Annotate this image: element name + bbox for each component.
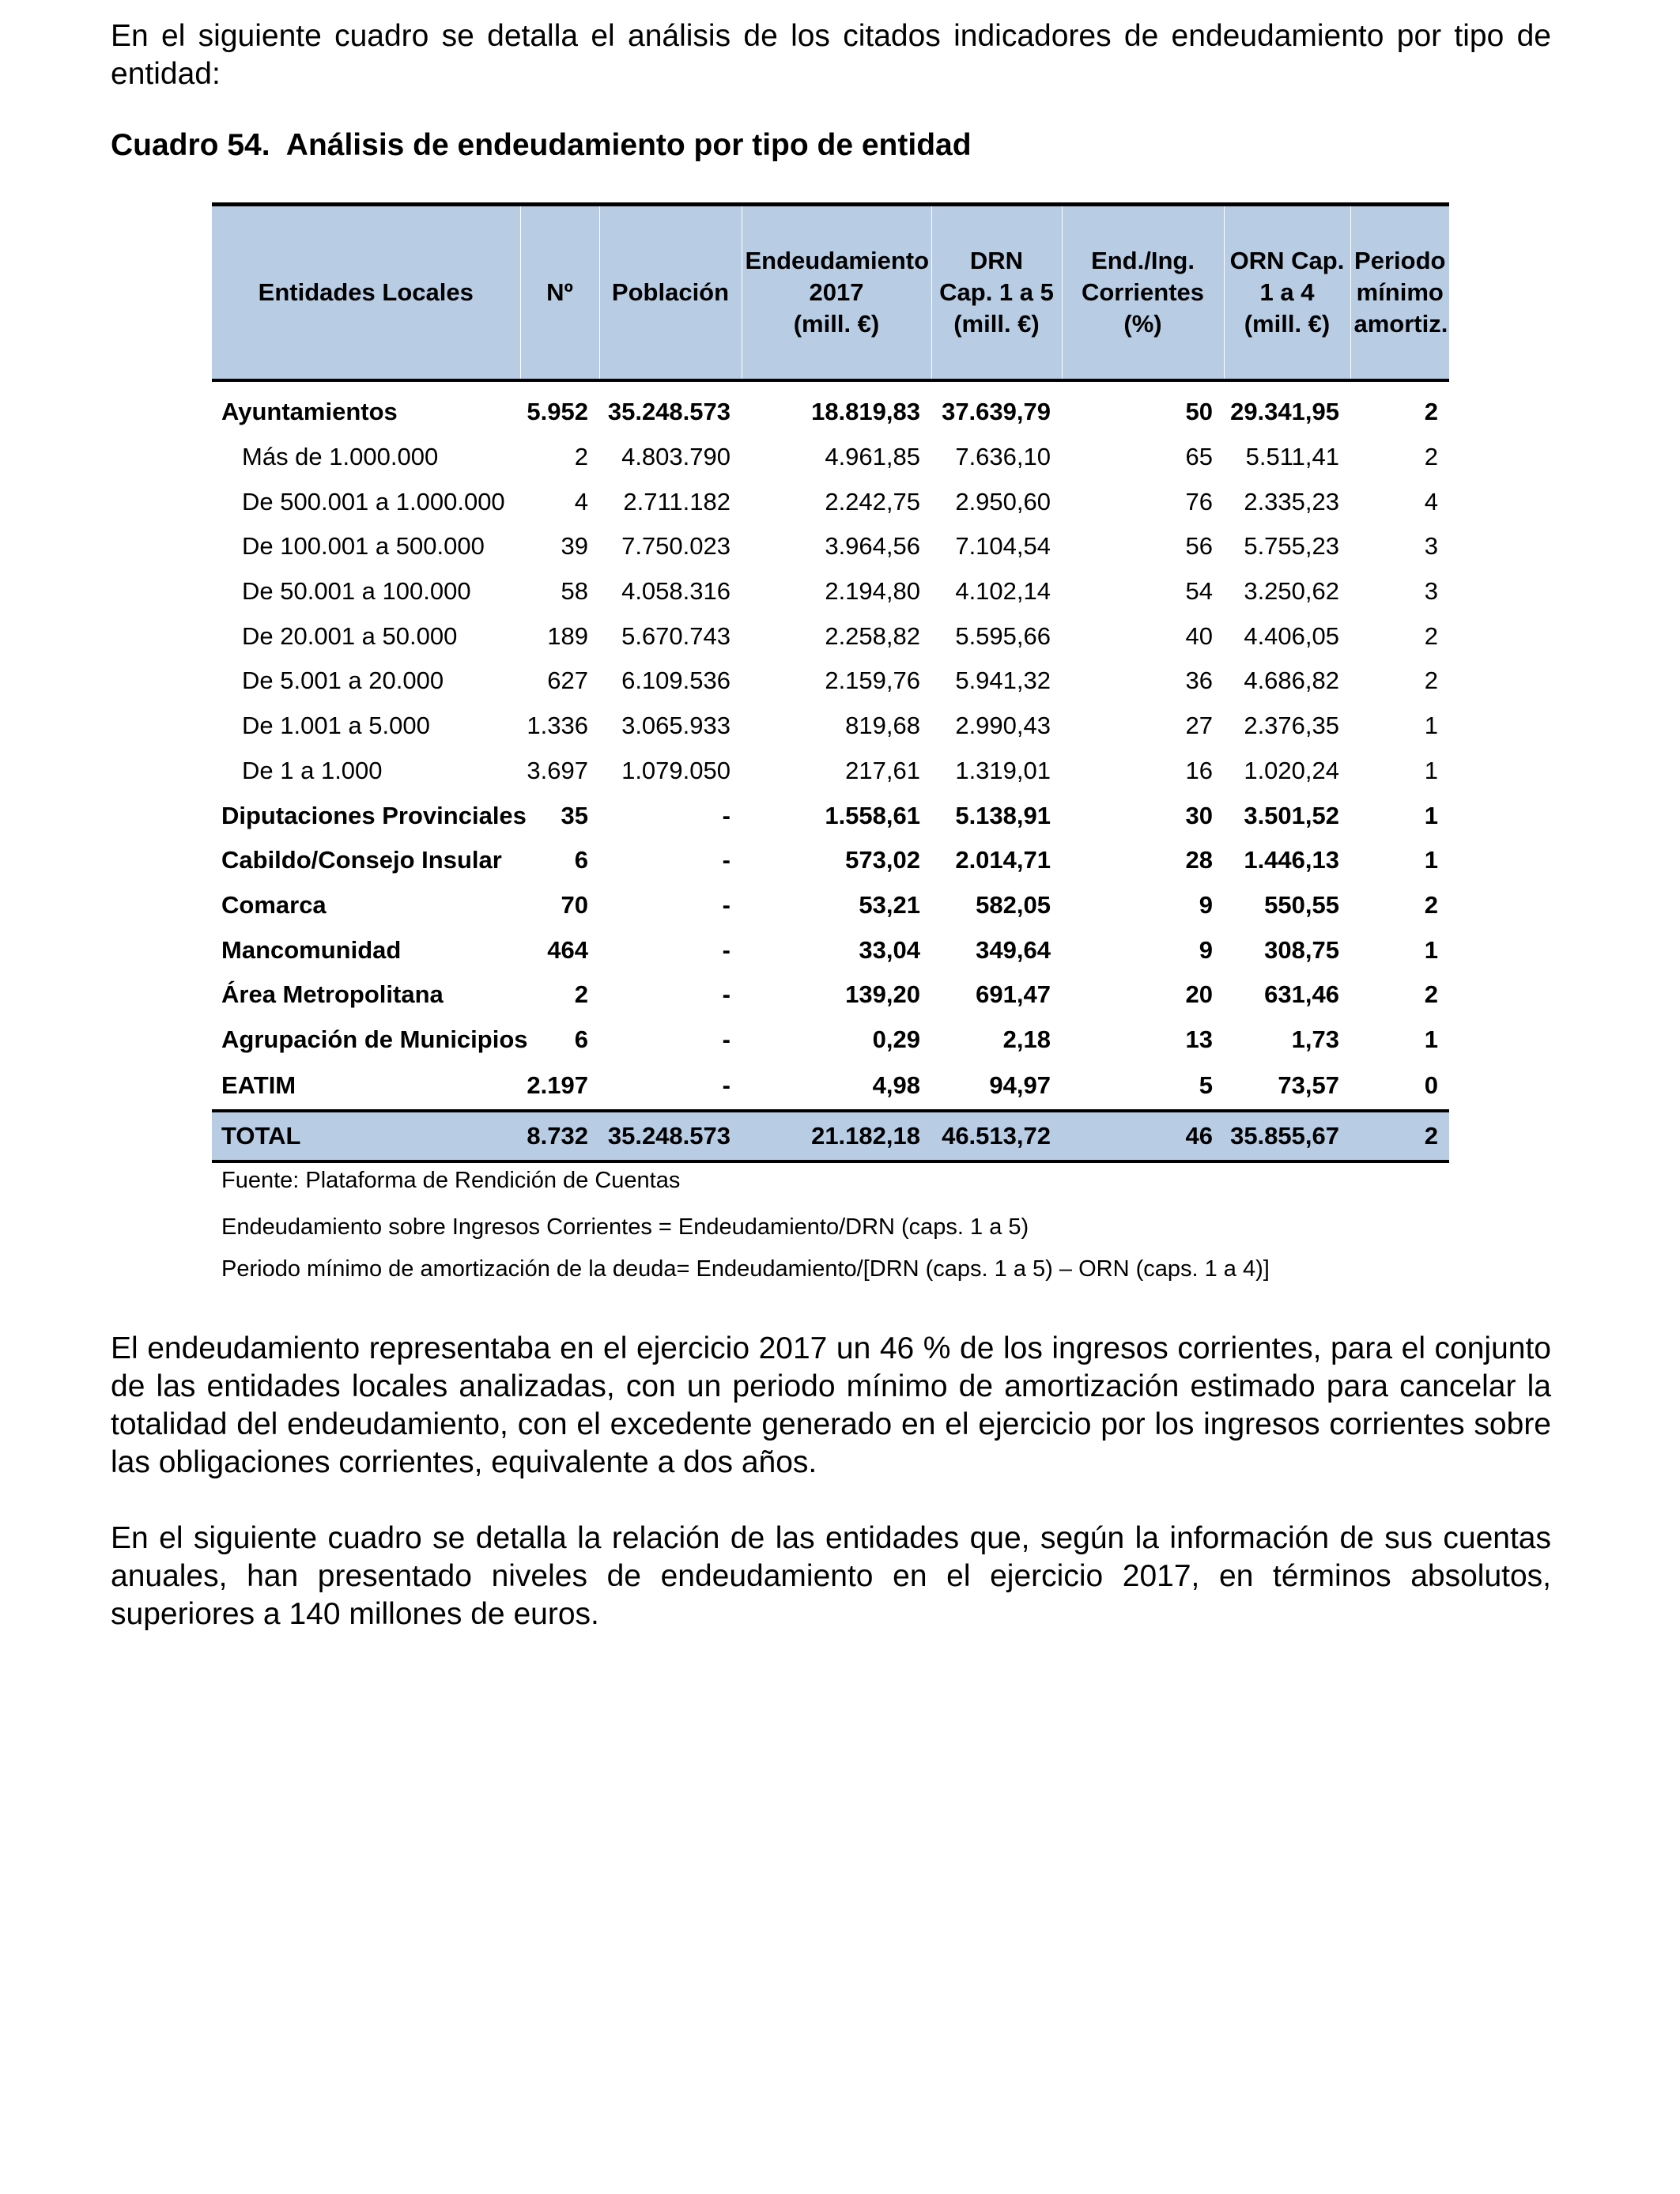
- row-value-cell: -: [722, 801, 731, 829]
- row-value-cell: 2: [1424, 980, 1438, 1009]
- total-row: [212, 1111, 1449, 1161]
- row-value-cell: 1.558,61: [825, 801, 920, 829]
- row-value-cell: 4.102,14: [955, 577, 1051, 606]
- row-value-cell: -: [722, 890, 731, 919]
- row-value-cell: 1: [1424, 712, 1438, 740]
- table-row: [212, 569, 1449, 614]
- header-drn: DRN Cap. 1 a 5 (mill. €): [931, 205, 1062, 381]
- table-row: [212, 838, 1449, 883]
- row-value-cell: 5.670.743: [621, 621, 731, 650]
- row-label-cell: Diputaciones Provinciales: [221, 801, 527, 829]
- row-label-cell: EATIM: [221, 1071, 296, 1100]
- table-row: [212, 1018, 1449, 1063]
- body-paragraph-1: El endeudamiento representaba en el ejercicio 2017 un 46 % de los ingresos corrientes, para el conjunto de las entidades locales analizadas, con un periodo mínimo de amortización estimado para cancelar la totalidad del endeudamiento, con el excedente generado en el ejercicio por los ingresos corrientes sobre las obligaciones corrientes, equivalente a dos años.: [111, 1331, 1551, 1479]
- row-value-cell: 139,20: [845, 980, 920, 1009]
- row-value-cell: 39: [561, 532, 588, 561]
- table-row: [212, 749, 1449, 794]
- row-value-cell: 3.065.933: [621, 712, 731, 740]
- row-value-cell: 4: [574, 487, 588, 515]
- total-cell: 2: [1350, 1111, 1449, 1161]
- row-label-cell: Más de 1.000.000: [242, 443, 439, 471]
- row-value-cell: 18.819,83: [811, 398, 920, 426]
- row-value-cell: 1.319,01: [955, 756, 1051, 784]
- header-row: [212, 205, 1449, 381]
- row-value-cell: 5.511,41: [1245, 443, 1339, 471]
- row-value-cell: 2.242,75: [825, 487, 920, 515]
- table-header: [212, 205, 1449, 381]
- table-note-period: Periodo mínimo de amortización de la deuda= Endeudamiento/[DRN (caps. 1 a 5) – ORN (caps. 1 a 4)]: [221, 1256, 1270, 1282]
- total-cell: 21.182,18: [742, 1111, 931, 1161]
- row-label-cell: Ayuntamientos: [221, 398, 398, 426]
- row-value-cell: 28: [1185, 846, 1213, 874]
- debt-analysis-table: [212, 202, 1449, 1163]
- header-end-ing: End./Ing. Corrientes (%): [1062, 205, 1224, 381]
- row-label-cell: De 20.001 a 50.000: [242, 621, 458, 650]
- row-value-cell: 50: [1185, 398, 1213, 426]
- table-row: [212, 704, 1449, 749]
- row-value-cell: 5.138,91: [955, 801, 1051, 829]
- table-row: [212, 479, 1449, 524]
- row-value-cell: 9: [1199, 890, 1213, 919]
- header-entidades: Entidades Locales: [212, 205, 520, 381]
- row-value-cell: 2: [574, 980, 588, 1009]
- row-value-cell: 6.109.536: [621, 667, 731, 695]
- row-value-cell: 1: [1424, 846, 1438, 874]
- row-label-cell: Mancomunidad: [221, 935, 402, 964]
- row-value-cell: 56: [1185, 532, 1213, 561]
- row-value-cell: 58: [561, 577, 588, 606]
- total-cell: TOTAL: [212, 1111, 520, 1161]
- header-numero: Nº: [520, 205, 599, 381]
- row-value-cell: 2: [1424, 398, 1438, 426]
- row-value-cell: 33,04: [859, 935, 920, 964]
- row-label-cell: De 500.001 a 1.000.000: [242, 487, 505, 515]
- table-row: [212, 1062, 1449, 1111]
- row-value-cell: 1,73: [1291, 1025, 1339, 1053]
- row-value-cell: -: [722, 980, 731, 1009]
- row-value-cell: 349,64: [976, 935, 1051, 964]
- row-value-cell: 189: [547, 621, 588, 650]
- row-label-cell: De 5.001 a 20.000: [242, 667, 444, 695]
- row-value-cell: 4.686,82: [1244, 667, 1339, 695]
- row-value-cell: 1.020,24: [1244, 756, 1339, 784]
- row-value-cell: 16: [1185, 756, 1213, 784]
- row-value-cell: 7.104,54: [955, 532, 1051, 561]
- row-value-cell: 35.248.573: [607, 398, 731, 426]
- table-row: [212, 927, 1449, 972]
- row-value-cell: 27: [1185, 712, 1213, 740]
- row-value-cell: 54: [1185, 577, 1213, 606]
- row-value-cell: 2: [1424, 667, 1438, 695]
- row-value-cell: 30: [1185, 801, 1213, 829]
- row-label-cell: Comarca: [221, 890, 327, 919]
- table-row: [212, 614, 1449, 659]
- row-value-cell: 73,57: [1278, 1071, 1339, 1100]
- header-orn: ORN Cap. 1 a 4 (mill. €): [1224, 205, 1350, 381]
- row-value-cell: 36: [1185, 667, 1213, 695]
- row-value-cell: 3.501,52: [1244, 801, 1339, 829]
- row-value-cell: 2.376,35: [1244, 712, 1339, 740]
- row-value-cell: 37.639,79: [942, 398, 1051, 426]
- row-value-cell: 29.341,95: [1230, 398, 1339, 426]
- row-value-cell: 1: [1424, 1025, 1438, 1053]
- table-row: [212, 883, 1449, 928]
- row-value-cell: 1: [1424, 756, 1438, 784]
- debt-analysis-table-container: [212, 202, 1449, 1282]
- table-note-ratio: Endeudamiento sobre Ingresos Corrientes = Endeudamiento/DRN (caps. 1 a 5): [221, 1214, 1029, 1240]
- table-row: [212, 435, 1449, 480]
- row-value-cell: 2.194,80: [825, 577, 920, 606]
- row-value-cell: 308,75: [1264, 935, 1339, 964]
- row-value-cell: 3.697: [527, 756, 588, 784]
- row-value-cell: 2,18: [1002, 1025, 1051, 1053]
- row-value-cell: 4,98: [872, 1071, 920, 1100]
- body-paragraph-2: En el siguiente cuadro se detalla la relación de las entidades que, según la información de sus cuentas anuales, han presentado niveles de endeudamiento en el ejercicio 2017, en términos absolutos, superiores a 140 millones de euros.: [111, 1521, 1551, 1631]
- row-value-cell: 217,61: [845, 756, 920, 784]
- table-row: [212, 793, 1449, 838]
- row-value-cell: 550,55: [1264, 890, 1339, 919]
- row-value-cell: -: [722, 1025, 731, 1053]
- row-value-cell: 4: [1424, 487, 1438, 515]
- row-value-cell: 2: [1424, 890, 1438, 919]
- row-label-cell: Cabildo/Consejo Insular: [221, 846, 502, 874]
- row-value-cell: 9: [1199, 935, 1213, 964]
- header-periodo: Periodo mínimo amortiz.: [1350, 205, 1449, 381]
- row-value-cell: 4.803.790: [621, 443, 731, 471]
- row-value-cell: 94,97: [989, 1071, 1051, 1100]
- row-value-cell: 35: [561, 801, 588, 829]
- row-value-cell: 2.258,82: [825, 621, 920, 650]
- total-cell: 46.513,72: [931, 1111, 1062, 1161]
- row-value-cell: 40: [1185, 621, 1213, 650]
- table-source: Fuente: Plataforma de Rendición de Cuentas: [221, 1168, 681, 1194]
- row-value-cell: -: [722, 846, 731, 874]
- row-value-cell: 1: [1424, 801, 1438, 829]
- row-value-cell: 2.335,23: [1244, 487, 1339, 515]
- row-value-cell: 6: [574, 1025, 588, 1053]
- row-value-cell: 53,21: [859, 890, 920, 919]
- total-cell: 8.732: [520, 1111, 599, 1161]
- row-value-cell: 5.595,66: [955, 621, 1051, 650]
- row-value-cell: 5.755,23: [1244, 532, 1339, 561]
- row-label-cell: De 100.001 a 500.000: [242, 532, 485, 561]
- row-value-cell: 70: [561, 890, 588, 919]
- row-value-cell: 1.336: [527, 712, 588, 740]
- row-value-cell: 2.014,71: [955, 846, 1051, 874]
- table-row: [212, 972, 1449, 1018]
- row-value-cell: 3: [1424, 577, 1438, 606]
- row-value-cell: 3.250,62: [1244, 577, 1339, 606]
- total-cell: 35.248.573: [599, 1111, 742, 1161]
- row-value-cell: 2.159,76: [825, 667, 920, 695]
- row-value-cell: 13: [1185, 1025, 1213, 1053]
- row-value-cell: 691,47: [976, 980, 1051, 1009]
- row-label-cell: De 50.001 a 100.000: [242, 577, 471, 606]
- row-value-cell: 2: [574, 443, 588, 471]
- row-label-cell: De 1.001 a 5.000: [242, 712, 430, 740]
- row-value-cell: 2: [1424, 443, 1438, 471]
- row-value-cell: 76: [1185, 487, 1213, 515]
- row-value-cell: 631,46: [1264, 980, 1339, 1009]
- table-row: [212, 380, 1449, 435]
- row-value-cell: 1: [1424, 935, 1438, 964]
- row-value-cell: 4.406,05: [1244, 621, 1339, 650]
- row-label-cell: Agrupación de Municipios: [221, 1025, 528, 1053]
- table-caption: Cuadro 54. Análisis de endeudamiento por tipo de entidad: [111, 128, 972, 162]
- row-value-cell: 5: [1199, 1071, 1213, 1100]
- intro-paragraph: En el siguiente cuadro se detalla el análisis de los citados indicadores de endeudamiento por tipo de entidad:: [111, 19, 1551, 91]
- row-value-cell: 2.197: [527, 1071, 588, 1100]
- row-label-cell: De 1 a 1.000: [242, 756, 383, 784]
- row-value-cell: 4.961,85: [825, 443, 920, 471]
- row-value-cell: 6: [574, 846, 588, 874]
- row-value-cell: 2.990,43: [955, 712, 1051, 740]
- header-poblacion: Población: [599, 205, 742, 381]
- row-value-cell: 7.750.023: [621, 532, 731, 561]
- row-value-cell: 65: [1185, 443, 1213, 471]
- row-value-cell: -: [722, 935, 731, 964]
- row-value-cell: 0: [1424, 1071, 1438, 1100]
- row-value-cell: 1.446,13: [1244, 846, 1339, 874]
- table-footer: [212, 1111, 1449, 1161]
- row-label-cell: Área Metropolitana: [221, 980, 444, 1009]
- row-value-cell: 1.079.050: [621, 756, 731, 784]
- table-row: [212, 659, 1449, 704]
- row-value-cell: 2: [1424, 621, 1438, 650]
- row-value-cell: 4.058.316: [621, 577, 731, 606]
- row-value-cell: 7.636,10: [955, 443, 1051, 471]
- row-value-cell: 20: [1185, 980, 1213, 1009]
- row-value-cell: 582,05: [976, 890, 1051, 919]
- table-row: [212, 524, 1449, 569]
- table-body: [212, 380, 1449, 1111]
- row-value-cell: 573,02: [845, 846, 920, 874]
- total-cell: 46: [1062, 1111, 1224, 1161]
- row-value-cell: 2.711.182: [623, 487, 731, 515]
- row-value-cell: 5.952: [527, 398, 588, 426]
- row-value-cell: 2.950,60: [955, 487, 1051, 515]
- header-endeudamiento: Endeudamiento 2017 (mill. €): [742, 205, 931, 381]
- row-value-cell: 464: [547, 935, 588, 964]
- row-value-cell: 627: [547, 667, 588, 695]
- row-value-cell: 3: [1424, 532, 1438, 561]
- row-value-cell: 5.941,32: [955, 667, 1051, 695]
- row-value-cell: -: [722, 1071, 731, 1100]
- row-value-cell: 819,68: [845, 712, 920, 740]
- total-cell: 35.855,67: [1224, 1111, 1350, 1161]
- row-value-cell: 3.964,56: [825, 532, 920, 561]
- row-value-cell: 0,29: [872, 1025, 920, 1053]
